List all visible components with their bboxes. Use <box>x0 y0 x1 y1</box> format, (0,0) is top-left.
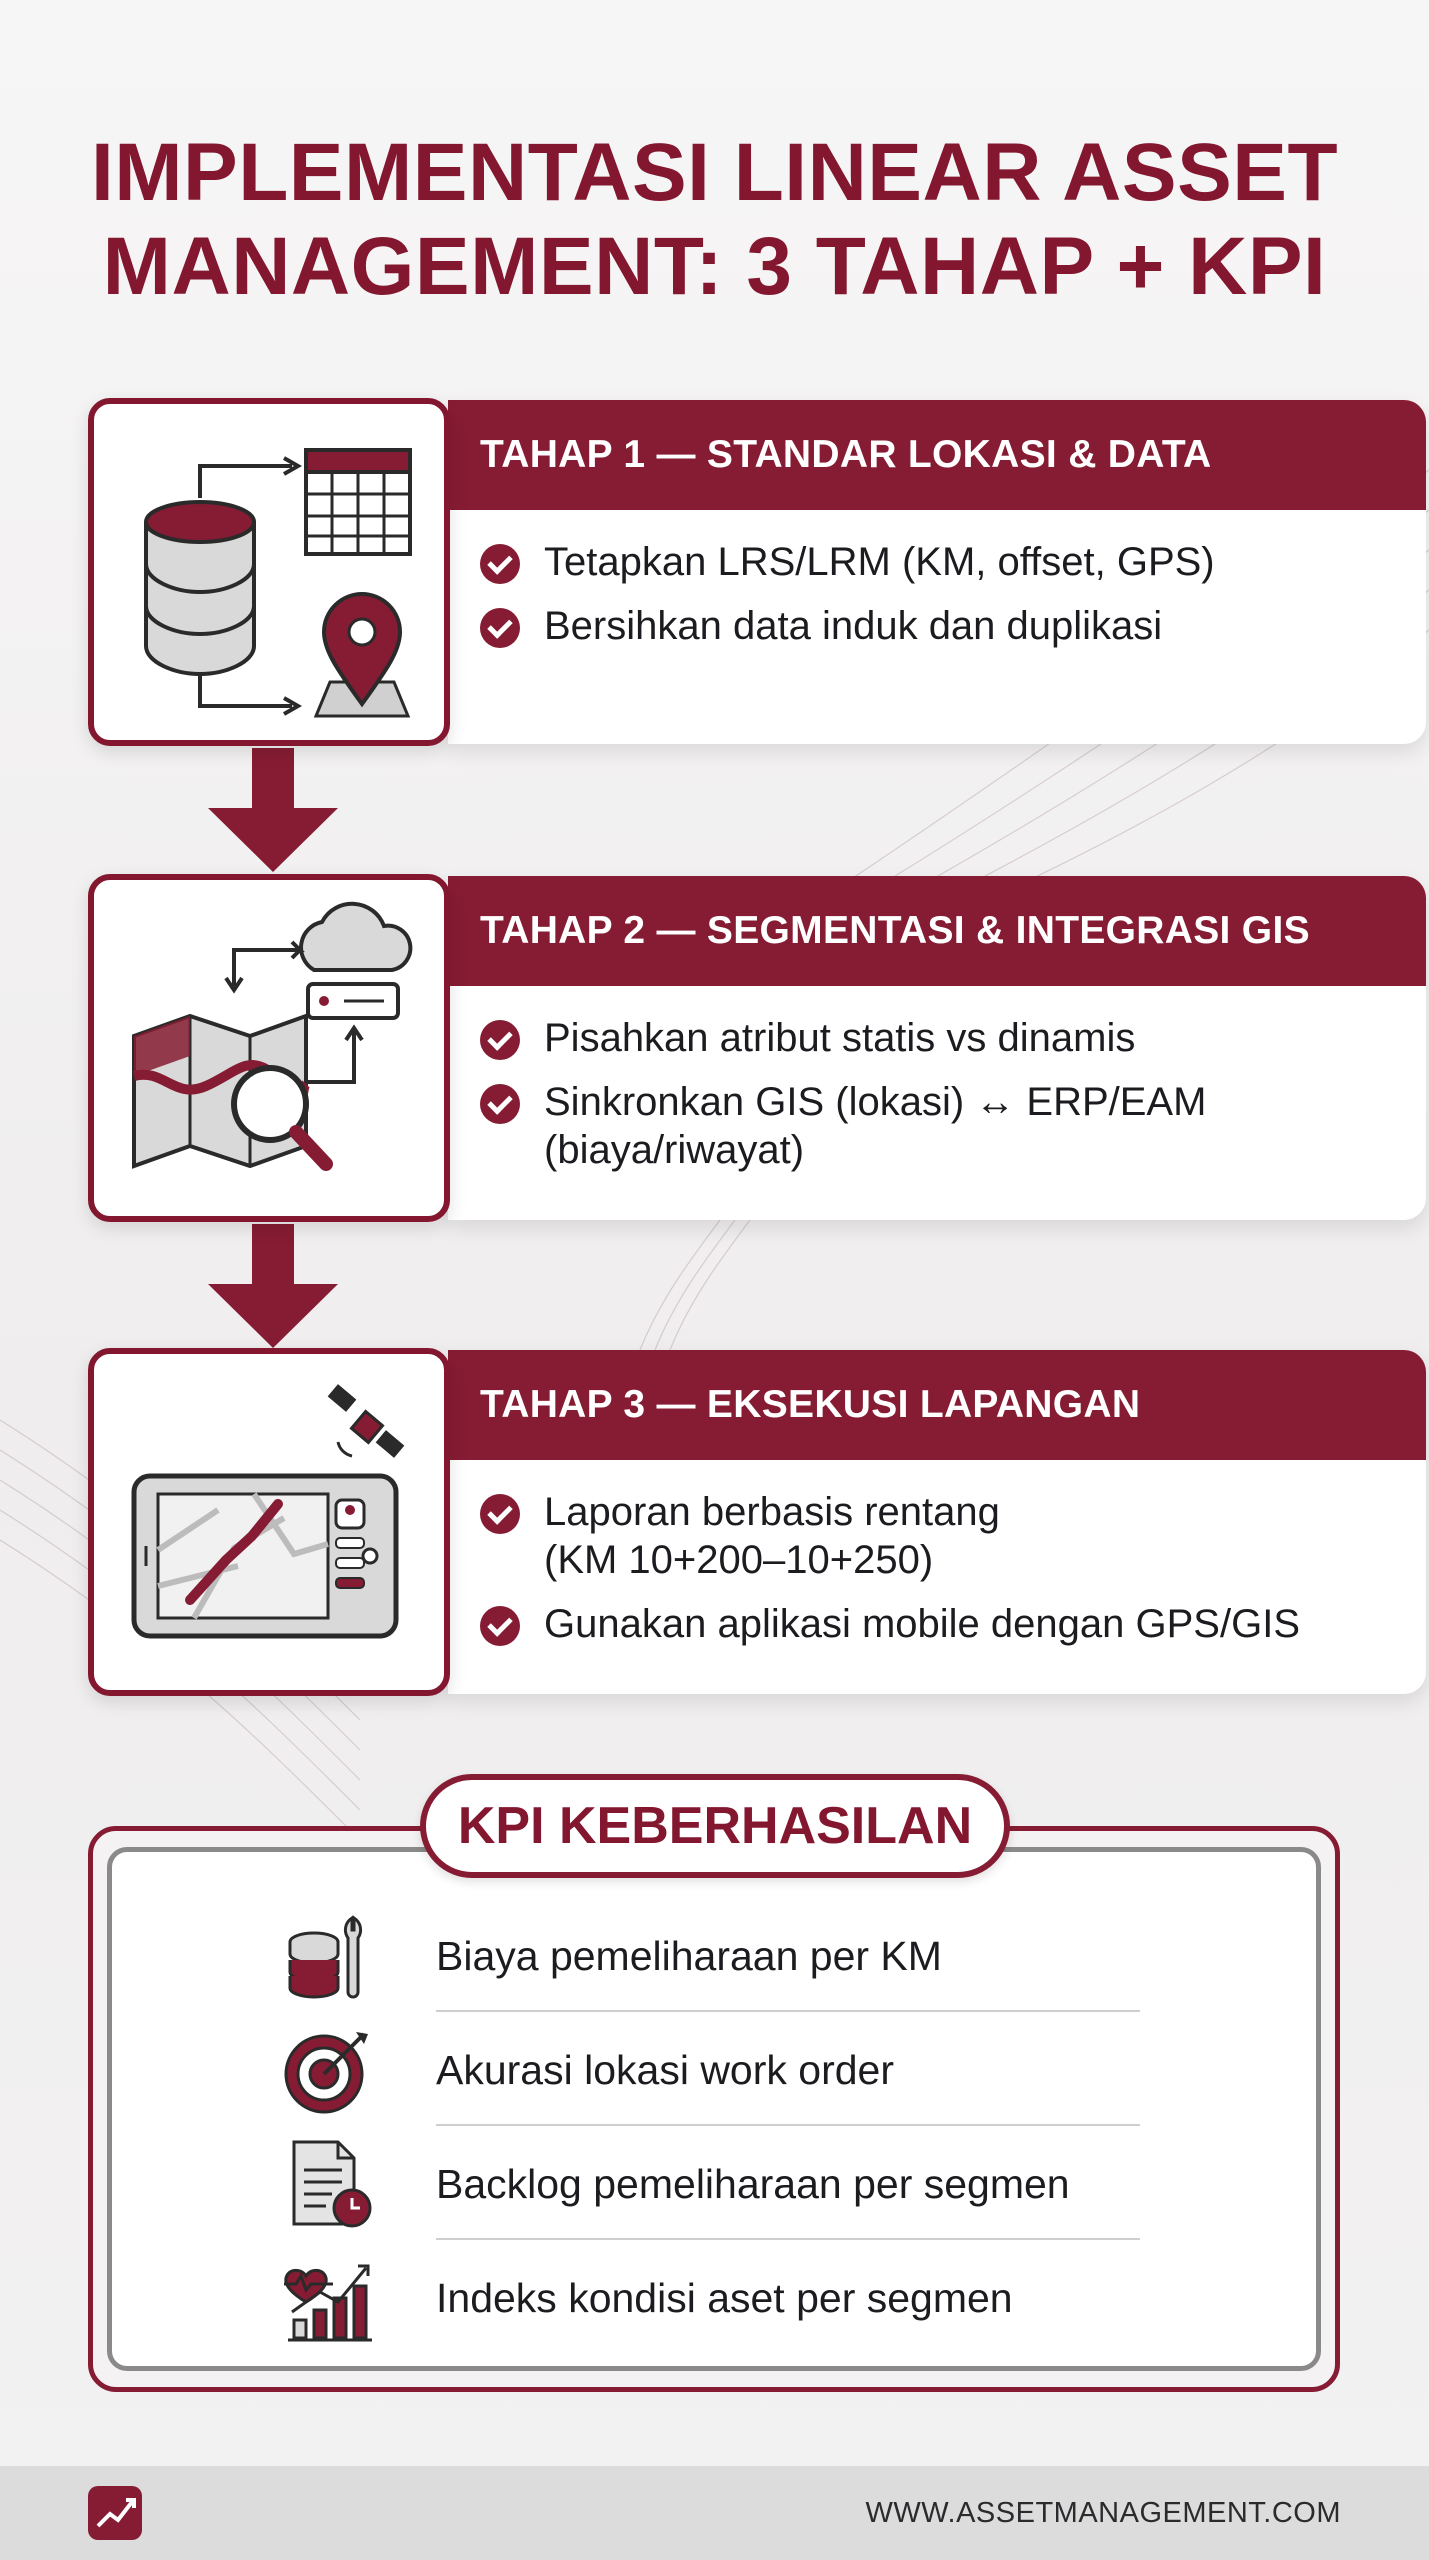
kpi-item <box>280 1900 1140 2012</box>
stage-1-heading: TAHAP 1 — STANDAR LOKASI & DATA <box>448 400 1426 510</box>
footer <box>0 2466 1429 2560</box>
stage-3-heading: TAHAP 3 — EKSEKUSI LAPANGAN <box>448 1350 1426 1460</box>
stage-3-card <box>448 1350 1426 1694</box>
stage-2-card <box>448 876 1426 1220</box>
kpi-item-label: Indeks kondisi aset per segmen <box>436 2275 1013 2321</box>
cloud-server-icon <box>301 904 410 1018</box>
check-icon <box>480 1020 520 1060</box>
page-title: IMPLEMENTASI LINEAR ASSET MANAGEMENT: 3 TAHAP + KPI <box>90 127 1339 312</box>
tablet-map-icon <box>134 1476 396 1636</box>
check-icon <box>480 1494 520 1534</box>
target-icon <box>280 2022 376 2118</box>
kpi-item <box>280 2242 1140 2354</box>
stage-2-icon-box <box>88 874 450 1222</box>
stage-1-bullet: Bersihkan data induk dan duplikasi <box>480 602 1426 650</box>
document-clock-icon <box>280 2136 376 2232</box>
footer-url[interactable]: WWW.ASSETMANAGEMENT.COM <box>865 2497 1341 2529</box>
satellite-icon <box>328 1384 405 1458</box>
kpi-divider <box>436 2124 1140 2126</box>
kpi-item-label: Biaya pemeliharaan per KM <box>436 1933 942 1979</box>
stage-1-bullet: Tetapkan LRS/LRM (KM, offset, GPS) <box>480 538 1426 586</box>
check-icon <box>480 1084 520 1124</box>
kpi-item-label: Backlog pemeliharaan per segmen <box>436 2161 1070 2207</box>
coins-wrench-icon <box>280 1908 376 2004</box>
stage-1-icon-box <box>88 398 450 746</box>
check-icon <box>480 1606 520 1646</box>
stage-3-bullet: Gunakan aplikasi mobile dengan GPS/GIS <box>480 1600 1426 1648</box>
stage-2-bullet: Pisahkan atribut statis vs dinamis <box>480 1014 1426 1062</box>
stage-2-heading: TAHAP 2 — SEGMENTASI & INTEGRASI GIS <box>448 876 1426 986</box>
map-pin-icon <box>316 594 408 716</box>
down-arrow-icon <box>208 1224 338 1348</box>
kpi-item <box>280 2128 1140 2240</box>
down-arrow-icon <box>208 748 338 872</box>
kpi-item <box>280 2014 1140 2126</box>
check-icon <box>480 608 520 648</box>
chart-logo-icon <box>88 2486 142 2540</box>
health-chart-icon <box>280 2250 376 2346</box>
kpi-item-label: Akurasi lokasi work order <box>436 2047 894 2093</box>
stage-3-icon-box <box>88 1348 450 1696</box>
kpi-divider <box>436 2010 1140 2012</box>
stage-2-bullet: Sinkronkan GIS (lokasi) ↔ ERP/EAM (biaya/riwayat) <box>480 1078 1426 1174</box>
table-icon <box>306 450 410 554</box>
kpi-divider <box>436 2238 1140 2240</box>
stage-3-bullet: Laporan berbasis rentang (KM 10+200–10+250) <box>480 1488 1426 1584</box>
stage-1-card <box>448 400 1426 744</box>
check-icon <box>480 544 520 584</box>
database-icon <box>146 502 254 674</box>
kpi-heading: KPI KEBERHASILAN <box>420 1774 1010 1878</box>
